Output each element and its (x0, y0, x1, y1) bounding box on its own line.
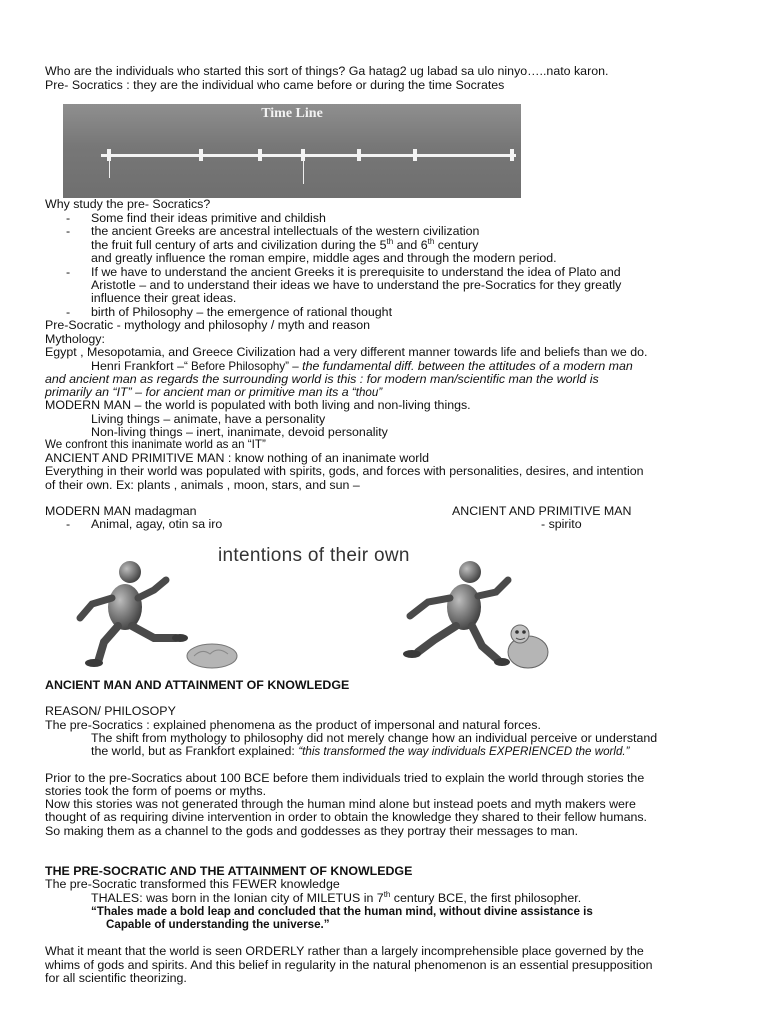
timeline-bar (101, 154, 516, 157)
italic-span: the fundamental diff. between the attitudes of a modern man (298, 359, 633, 373)
bullet-dash: - (66, 224, 71, 238)
rock-icon (187, 644, 237, 668)
italic-span: “this transformed the way individuals EXPERIENCED the world.” (298, 745, 630, 758)
text-line: Egypt , Mesopotamia, and Greece Civilization had a very different manner towards life and beliefs than we do. (45, 345, 648, 359)
running-figure-left (70, 560, 250, 670)
running-figure-right (388, 560, 568, 670)
text-line: Some find their ideas primitive and childish (91, 211, 326, 225)
text-span: Henri Frankfort – (91, 359, 184, 373)
running-man-icon (80, 561, 188, 667)
text-line: What it meant that the world is seen ORDERLY rather than a largely incomprehensible place governed by the (45, 944, 644, 958)
text-line: stories took the form of poems or myths. (45, 784, 267, 798)
text-line (91, 238, 478, 252)
text-line: Non-living things – inert, inanimate, devoid personality (91, 425, 388, 439)
text-line: Pre- Socratics : they are the individual who came before or during the time Socrates (45, 78, 505, 92)
text-line: thought of as requiring divine intervention in order to obtain the knowledge they shared to their fellow humans. (45, 810, 648, 824)
text-line: Who are the individuals who started this sort of things? Ga hatag2 ug labad sa ulo ninyo…..nato karon. (45, 64, 609, 78)
timeline-title: Time Line (261, 106, 323, 121)
text-line: MODERN MAN madagman (45, 504, 197, 518)
text-line: Prior to the pre-Socratics about 100 BCE before them individuals tried to explain the world through stories the (45, 771, 645, 785)
running-man-icon (403, 561, 510, 666)
timeline-pointer (109, 160, 110, 178)
text-line: So making them as a channel to the gods and goddesses as they portray their messages to man. (45, 824, 579, 838)
text-line: for all scientific theorizing. (45, 971, 187, 985)
bullet-dash: - (66, 265, 71, 279)
text-line: ANCIENT AND PRIMITIVE MAN : know nothing of an inanimate world (45, 451, 430, 465)
timeline-tick (357, 149, 361, 161)
text-span: the fruit full century of arts and civilization during the 5 (91, 238, 387, 252)
text-span: the world, but as Frankfort explained: (91, 744, 299, 758)
italic-span: primarily an “IT” – for ancient man or primitive man its a (45, 385, 349, 399)
timeline-tick (199, 149, 203, 161)
italic-span: “thou” (348, 386, 383, 399)
text-line: Now this stories was not generated through the human mind alone but instead poets and myth makers were (45, 797, 636, 811)
bullet-dash: - (66, 211, 71, 225)
superscript: th (427, 236, 435, 246)
text-line: If we have to understand the ancient Greeks it is prerequisite to understand the idea of Plato and (91, 265, 621, 279)
text-line: We confront this inanimate world as an “IT” (45, 438, 266, 451)
text-line: Everything in their world was populated with spirits, gods, and forces with personalities, desires, and intention (45, 464, 644, 478)
text-line: - spirito (541, 517, 582, 531)
text-span: century BCE, the first philosopher. (390, 891, 582, 905)
text-line: ANCIENT AND PRIMITIVE MAN (452, 504, 632, 518)
text-line: Living things – animate, have a personality (91, 412, 326, 426)
text-span: THALES: was born in the Ionian city of MILETUS in 7 (91, 891, 384, 905)
section-heading: THE PRE-SOCRATIC AND THE ATTAINMENT OF KNOWLEDGE (45, 864, 413, 878)
section-heading: ANCIENT MAN AND ATTAINMENT OF KNOWLEDGE (45, 678, 350, 692)
text-line: of their own. Ex: plants , animals , moon, stars, and sun – (45, 478, 360, 492)
animated-rock-icon (508, 625, 548, 668)
text-span: “ Before Philosophy” – (183, 360, 299, 373)
timeline-pointer (303, 160, 304, 184)
text-line: and ancient man as regards the surrounding world is this : for modern man/scientific man the world is (45, 372, 599, 386)
timeline-tick (510, 149, 514, 161)
timeline-image (63, 104, 521, 198)
quote-line: Capable of understanding the universe.” (106, 918, 330, 931)
bullet-dash: - (66, 517, 71, 531)
text-line: The pre-Socratic transformed this FEWER knowledge (45, 877, 340, 891)
text-line: and greatly influence the roman empire, middle ages and through the modern period. (91, 251, 557, 265)
figure-title: intentions of their own (218, 545, 410, 566)
text-line: Mythology: (45, 332, 105, 346)
bullet-dash: - (66, 305, 71, 319)
timeline-tick (258, 149, 262, 161)
text-line: REASON/ PHILOSOPY (45, 704, 176, 718)
text-line: The pre-Socratics : explained phenomena as the product of impersonal and natural forces. (45, 718, 541, 732)
text-line: birth of Philosophy – the emergence of rational thought (91, 305, 393, 319)
superscript: th (383, 889, 391, 899)
text-line: Why study the pre- Socratics? (45, 197, 211, 211)
text-line: MODERN MAN – the world is populated with both living and non-living things. (45, 398, 471, 412)
quote-line: “Thales made a bold leap and concluded that the human mind, without divine assistance is (91, 905, 593, 918)
text-line: Aristotle – and to understand their ideas we have to understand the pre-Socratics for they greatly (91, 278, 622, 292)
text-line: influence their great ideas. (91, 291, 237, 305)
superscript: th (386, 236, 394, 246)
timeline-tick (413, 149, 417, 161)
text-line: Pre-Socratic - mythology and philosophy / myth and reason (45, 318, 371, 332)
text-line: The shift from mythology to philosophy did not merely change how an individual perceive or understand (91, 731, 658, 745)
text-line (91, 891, 581, 905)
text-line: the ancient Greeks are ancestral intellectuals of the western civilization (91, 224, 480, 238)
text-line: whims of gods and spirits. And this belief in regularity in the natural phenomenon is an essential presupposition (45, 958, 653, 972)
text-line: Animal, agay, otin sa iro (91, 517, 223, 531)
text-line (91, 744, 630, 759)
text-span: and 6 (393, 238, 428, 252)
text-span: century (434, 238, 479, 252)
